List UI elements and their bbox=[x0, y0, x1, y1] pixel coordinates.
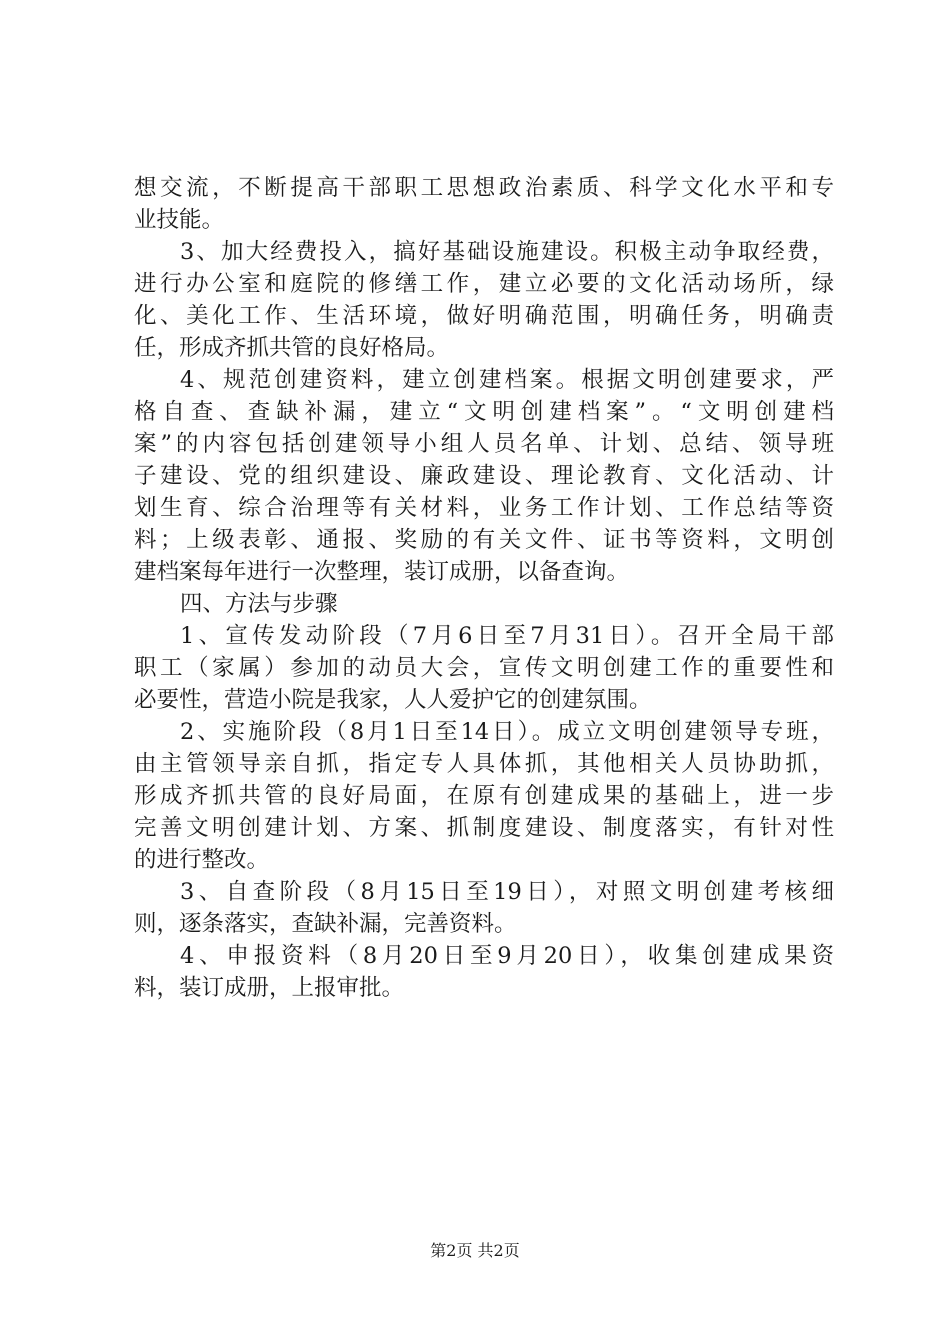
text-line: 料，装订成册，上报审批。 bbox=[134, 975, 405, 1001]
text-line: 四、方法与步骤 bbox=[180, 591, 338, 617]
text-line: 划生育、综合治理等有关材料，业务工作计划、工作总结等资 bbox=[134, 495, 834, 521]
text-line: 案”的内容包括创建领导小组人员名单、计划、总结、领导班 bbox=[134, 431, 834, 457]
text-line: 格自查、查缺补漏，建立“文明创建档案”。“文明创建档 bbox=[134, 399, 834, 425]
text-line: 子建设、党的组织建设、廉政建设、理论教育、文化活动、计 bbox=[134, 463, 834, 489]
text-line: 则，逐条落实，查缺补漏，完善资料。 bbox=[134, 911, 517, 937]
document-body bbox=[134, 172, 834, 1004]
text-line: 3、自查阶段（8月15日至19日），对照文明创建考核细 bbox=[180, 879, 834, 905]
text-line: 由主管领导亲自抓，指定专人具体抓，其他相关人员协助抓， bbox=[134, 751, 834, 777]
text-line: 职工（家属）参加的动员大会，宣传文明创建工作的重要性和 bbox=[134, 655, 834, 681]
text-line: 2、实施阶段（8月1日至14日）。成立文明创建领导专班， bbox=[180, 719, 834, 745]
text-line: 3、加大经费投入，搞好基础设施建设。积极主动争取经费， bbox=[180, 239, 834, 265]
text-line: 4、申报资料（8月20日至9月20日），收集创建成果资 bbox=[180, 943, 834, 969]
text-line: 的进行整改。 bbox=[134, 847, 270, 873]
text-line: 进行办公室和庭院的修缮工作，建立必要的文化活动场所，绿 bbox=[134, 271, 834, 297]
text-line: 形成齐抓共管的良好局面，在原有创建成果的基础上，进一步 bbox=[134, 783, 834, 809]
text-line: 4、规范创建资料，建立创建档案。根据文明创建要求，严 bbox=[180, 367, 834, 393]
text-line: 化、美化工作、生活环境，做好明确范围，明确任务，明确责 bbox=[134, 303, 834, 329]
text-line: 建档案每年进行一次整理，装订成册，以备查询。 bbox=[134, 559, 630, 585]
text-line: 必要性，营造小院是我家，人人爱护它的创建氛围。 bbox=[134, 687, 652, 713]
text-line: 想交流，不断提高干部职工思想政治素质、科学文化水平和专 bbox=[134, 175, 834, 201]
text-line: 完善文明创建计划、方案、抓制度建设、制度落实，有针对性 bbox=[134, 815, 834, 841]
text-line: 业技能。 bbox=[134, 207, 225, 233]
text-line: 料；上级表彰、通报、奖励的有关文件、证书等资料，文明创 bbox=[134, 527, 834, 553]
text-line: 任，形成齐抓共管的良好格局。 bbox=[134, 335, 450, 361]
text-line: 1、宣传发动阶段（7月6日至7月31日）。召开全局干部 bbox=[180, 623, 834, 649]
page-footer: 第2页 共2页 bbox=[430, 1241, 520, 1260]
